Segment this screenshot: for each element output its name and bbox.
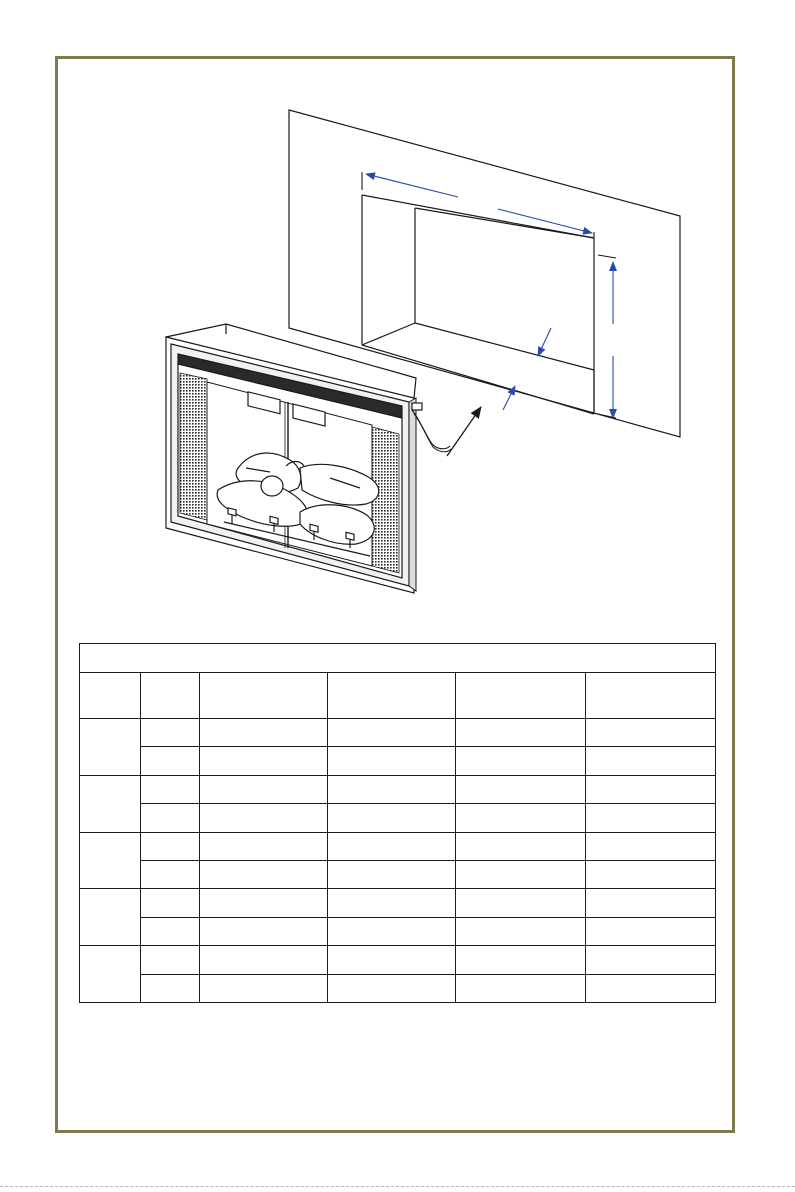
table-cell: [200, 775, 328, 803]
table-cell: [586, 719, 716, 747]
table-cell: [586, 889, 716, 917]
table-cell: [456, 889, 586, 917]
table-row: [80, 832, 716, 860]
table-row: [80, 946, 716, 974]
table-cell: [200, 804, 328, 832]
table-cell: [586, 747, 716, 775]
table-cell: [586, 775, 716, 803]
table-row: [80, 747, 716, 775]
table-cell: [328, 747, 456, 775]
table-row: [80, 775, 716, 803]
table-cell: [200, 917, 328, 945]
table-cell: [141, 832, 200, 860]
table-row: [80, 917, 716, 945]
page-edge-rule: [0, 1186, 795, 1187]
group-label: [80, 832, 141, 889]
table-cell: [456, 804, 586, 832]
table-cell: [141, 860, 200, 888]
table-cell: [328, 974, 456, 1002]
table-cell: [141, 946, 200, 974]
column-header: [200, 673, 328, 719]
column-header: [328, 673, 456, 719]
table-cell: [456, 917, 586, 945]
table-cell: [456, 747, 586, 775]
table-cell: [141, 747, 200, 775]
table-cell: [586, 974, 716, 1002]
table-cell: [586, 832, 716, 860]
column-header: [586, 673, 716, 719]
table-cell: [200, 747, 328, 775]
table-cell: [586, 917, 716, 945]
table-cell: [456, 860, 586, 888]
group-label: [80, 889, 141, 946]
table-cell: [141, 719, 200, 747]
table-cell: [586, 804, 716, 832]
table-caption: [80, 644, 716, 673]
table-cell: [328, 804, 456, 832]
table-cell: [141, 889, 200, 917]
table-row: [80, 804, 716, 832]
table-cell: [456, 832, 586, 860]
table-cell: [141, 917, 200, 945]
group-label: [80, 719, 141, 776]
table-cell: [586, 860, 716, 888]
table-cell: [328, 889, 456, 917]
table-cell: [200, 974, 328, 1002]
dimension-table: [79, 643, 716, 1003]
table-cell: [141, 804, 200, 832]
table-row: [80, 889, 716, 917]
table-cell: [200, 860, 328, 888]
insertion-arrow-icon: [447, 407, 481, 456]
table-cell: [456, 946, 586, 974]
table-row: [80, 860, 716, 888]
table-cell: [456, 719, 586, 747]
table-cell: [586, 946, 716, 974]
column-header: [456, 673, 586, 719]
table-cell: [328, 860, 456, 888]
table-cell: [328, 719, 456, 747]
table-cell: [141, 775, 200, 803]
table-row: [80, 719, 716, 747]
fireplace-insert-icon: [166, 324, 451, 593]
table-cell: [456, 974, 586, 1002]
table-cell: [141, 974, 200, 1002]
table-cell: [328, 917, 456, 945]
table-cell: [200, 719, 328, 747]
column-header: [141, 673, 200, 719]
table-row: [80, 974, 716, 1002]
table-cell: [456, 775, 586, 803]
group-label: [80, 775, 141, 832]
table-cell: [328, 775, 456, 803]
table-cell: [200, 946, 328, 974]
table-cell: [328, 946, 456, 974]
table-cell: [328, 832, 456, 860]
column-header: [80, 673, 141, 719]
table-cell: [200, 832, 328, 860]
group-label: [80, 946, 141, 1003]
table-cell: [200, 889, 328, 917]
